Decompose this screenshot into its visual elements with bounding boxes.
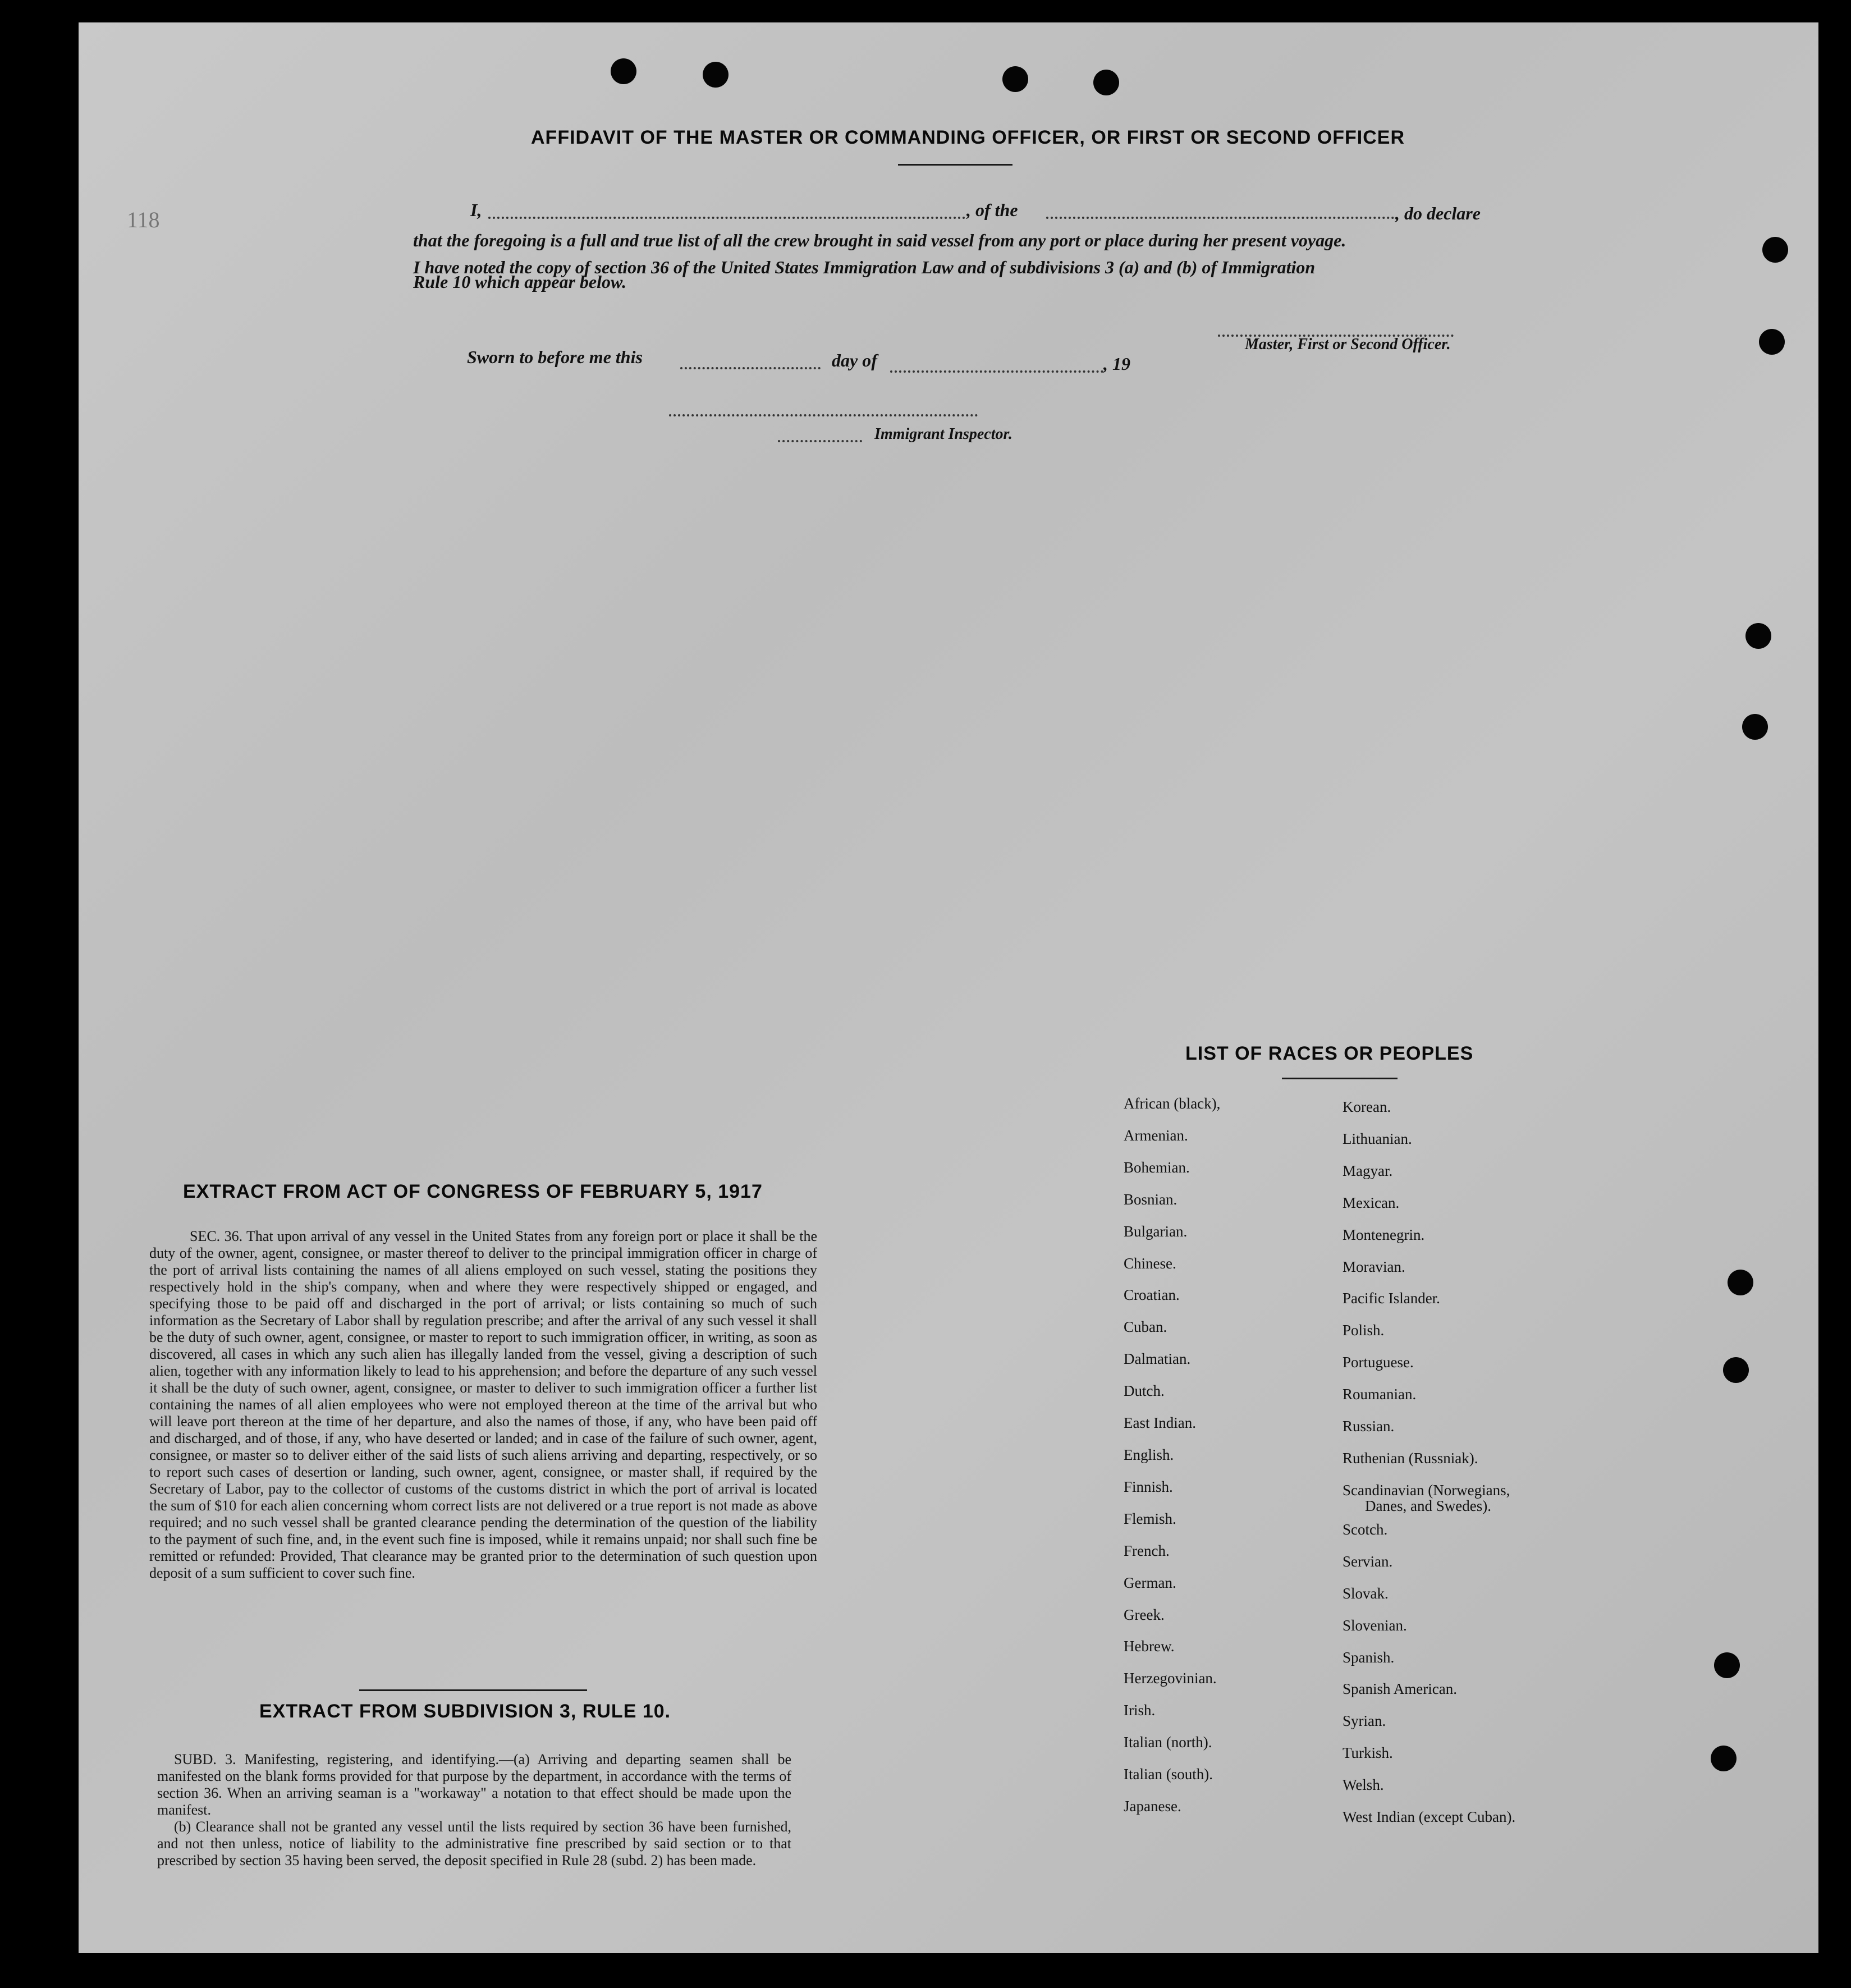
extract-act-title: EXTRACT FROM ACT OF CONGRESS OF FEBRUARY 5, 1917 [183,1181,763,1202]
race-item: Portuguese. [1343,1354,1414,1371]
name-blank [488,217,965,219]
race-item: Slovak. [1343,1584,1389,1602]
punch-hole [1762,237,1788,263]
race-item: Bulgarian. [1124,1222,1188,1240]
race-item: Magyar. [1343,1162,1393,1179]
race-item: Mexican. [1343,1194,1400,1211]
race-item: West Indian (except Cuban). [1343,1808,1516,1826]
inspector-short-blank [778,440,862,442]
race-item: Bosnian. [1124,1190,1178,1208]
document-page [79,22,1818,1953]
extract-act-text: SEC. 36. That upon arrival of any vessel in the United States from any foreign port or place it shall be the duty of the owner, agent, consignee, or master thereof to deliver to the principal immigration officer in charge of the port of arrival lists containing the names of all aliens employed on such vessel, stating the positions they respectively hold in the ship's company, when and where they were respectively shipped or engaged, and specifying those to be paid off and discharged in the port of arrival; or lists containing so much of such information as the Secretary of Labor shall by regulation prescribe; and after the arrival of any such vessel it shall be the duty of such owner, agent, consignee, or master to report to such immigration officer, in writing, as soon as discovered, all cases in which any such alien has illegally landed from the vessel, giving a description of such alien, together with any information likely to lead to his apprehension; and before the departure of any such vessel it shall be the duty of such owner, agent, consignee, or master to deliver to such immigration officer a further list containing the names of all alien employees who were not employed thereon at the time of the arrival but who will leave port thereon at the time of her departure, and also the names of those, if any, who have been paid off and discharged, and of those, if any, who have deserted or landed; and in case of the failure of such owner, agent, consignee, or master so to deliver either of the said lists of such aliens arriving and departing, respectively, or so to report such cases of desertion or landing, such owner, agent, consignee, or master shall, if required by the Secretary of Labor, pay to the collector of customs of the customs district in which the port of arrival is located the sum of $10 for each alien concerning whom correct lists are not delivered or a true report is not made as above required; and no such vessel shall be granted clearance pending the determination of the question of the liability to the payment of such fine, and, in the event such fine is imposed, while it remains unpaid; nor shall such fine be remitted or refunded: Provided, That clearance may be granted prior to the determination of such question upon deposit of a sum sufficient to cover such fine. [149,1228,817,1581]
races-title: LIST OF RACES OR PEOPLES [1185,1043,1474,1064]
race-item: Roumanian. [1343,1386,1417,1403]
race-item: Italian (north). [1124,1734,1212,1751]
races-left-column [1124,1088,1220,1822]
vessel-blank [1046,217,1394,219]
race-item: Spanish. [1343,1648,1395,1666]
punch-hole [1002,66,1028,92]
affidavit-line-4: Rule 10 which appear below. [413,272,627,292]
divider [898,164,1012,166]
race-item: Welsh. [1343,1776,1384,1794]
race-item: Montenegrin. [1343,1226,1425,1243]
margin-number: 118 [127,207,160,232]
race-item: Moravian. [1343,1258,1405,1275]
race-item: Armenian. [1124,1126,1188,1144]
affidavit-of-the: , of the [966,200,1018,220]
extract-rule-para-b: (b) Clearance shall not be granted any vessel until the lists required by section 36 have been furnished, and not then unless, notice of liability to the administrative fine prescribed by said section or to that prescribed by section 35 having been served, the deposit specified in Rule 28 (subd. 2) has been made. [157,1818,791,1868]
race-item: Greek. [1124,1606,1165,1623]
race-item: Scandinavian (Norwegians, [1343,1481,1510,1499]
inspector-signature-blank [669,414,978,416]
affidavit-i-label: I, [470,200,482,220]
race-item: African (black), [1124,1095,1221,1112]
punch-hole [1711,1746,1737,1771]
race-item: English. [1124,1446,1174,1463]
race-item: Slovenian. [1343,1616,1407,1634]
race-item: Japanese. [1124,1797,1181,1815]
divider [359,1689,587,1691]
race-item: German. [1124,1574,1176,1591]
race-item: Pacific Islander. [1343,1290,1440,1307]
extract-rule-title: EXTRACT FROM SUBDIVISION 3, RULE 10. [259,1701,671,1722]
race-item: Scotch. [1343,1520,1388,1538]
extract-rule-para-a: SUBD. 3. Manifesting, registering, and identifying.—(a) Arriving and departing seamen shall be manifested on the blank forms provided for that purpose by the department, in accordance with the terms of section 36. When an arriving seaman is a "workaway" a notation to that effect should be made upon the manifest. [157,1751,791,1818]
race-item: Korean. [1343,1098,1391,1115]
inspector-label: Immigrant Inspector. [874,425,1012,443]
affidavit-line-3: I have noted the copy of section 36 of the United States Immigration Law and of subdivisions 3 (a) and (b) of Immigration [413,257,1316,277]
punch-hole [1759,329,1785,355]
year-label: , 19 [1103,354,1130,374]
race-item: Finnish. [1124,1478,1173,1495]
race-item: Croatian. [1124,1286,1180,1304]
punch-hole [1723,1357,1749,1383]
race-item: Cuban. [1124,1318,1167,1336]
race-item: Turkish. [1343,1744,1393,1762]
sworn-month-blank [890,370,1103,373]
race-item: Lithuanian. [1343,1130,1412,1147]
race-item: East Indian. [1124,1414,1196,1432]
affidavit-do-declare: , do declare [1395,203,1481,223]
race-item: Chinese. [1124,1254,1176,1272]
race-item: Danes, and Swedes). [1365,1497,1491,1514]
race-item: Spanish American. [1343,1680,1457,1698]
race-item: Syrian. [1343,1712,1386,1730]
race-item: Bohemian. [1124,1158,1190,1176]
sworn-label: Sworn to before me this [467,347,643,367]
punch-hole [1714,1652,1740,1678]
race-item: Dutch. [1124,1382,1165,1400]
punch-hole [703,62,729,88]
sworn-day-blank [680,367,821,369]
race-item: Dalmatian. [1124,1350,1191,1368]
race-item: Russian. [1343,1418,1395,1435]
punch-hole [1745,623,1771,649]
affidavit-line-2: that the foregoing is a full and true list of all the crew brought in said vessel from any port or place during her present voyage. [413,230,1346,250]
race-item: Flemish. [1124,1510,1176,1527]
divider [1282,1078,1398,1079]
race-item: Ruthenian (Russniak). [1343,1449,1478,1467]
day-of-label: day of [832,350,877,370]
race-item: Hebrew. [1124,1638,1175,1655]
race-item: Italian (south). [1124,1766,1213,1783]
race-item: Herzegovinian. [1124,1670,1217,1687]
punch-hole [1728,1270,1753,1295]
race-item: Servian. [1343,1552,1393,1570]
punch-hole [611,58,636,84]
punch-hole [1093,70,1119,95]
race-item: French. [1124,1542,1170,1559]
race-item: Irish. [1124,1702,1156,1719]
affidavit-title: AFFIDAVIT OF THE MASTER OR COMMANDING OFFICER, OR FIRST OR SECOND OFFICER [531,127,1405,148]
punch-hole [1742,714,1768,740]
master-label: Master, First or Second Officer. [1245,336,1451,353]
races-right-column [1343,1091,1515,1833]
race-item: Polish. [1343,1322,1385,1339]
